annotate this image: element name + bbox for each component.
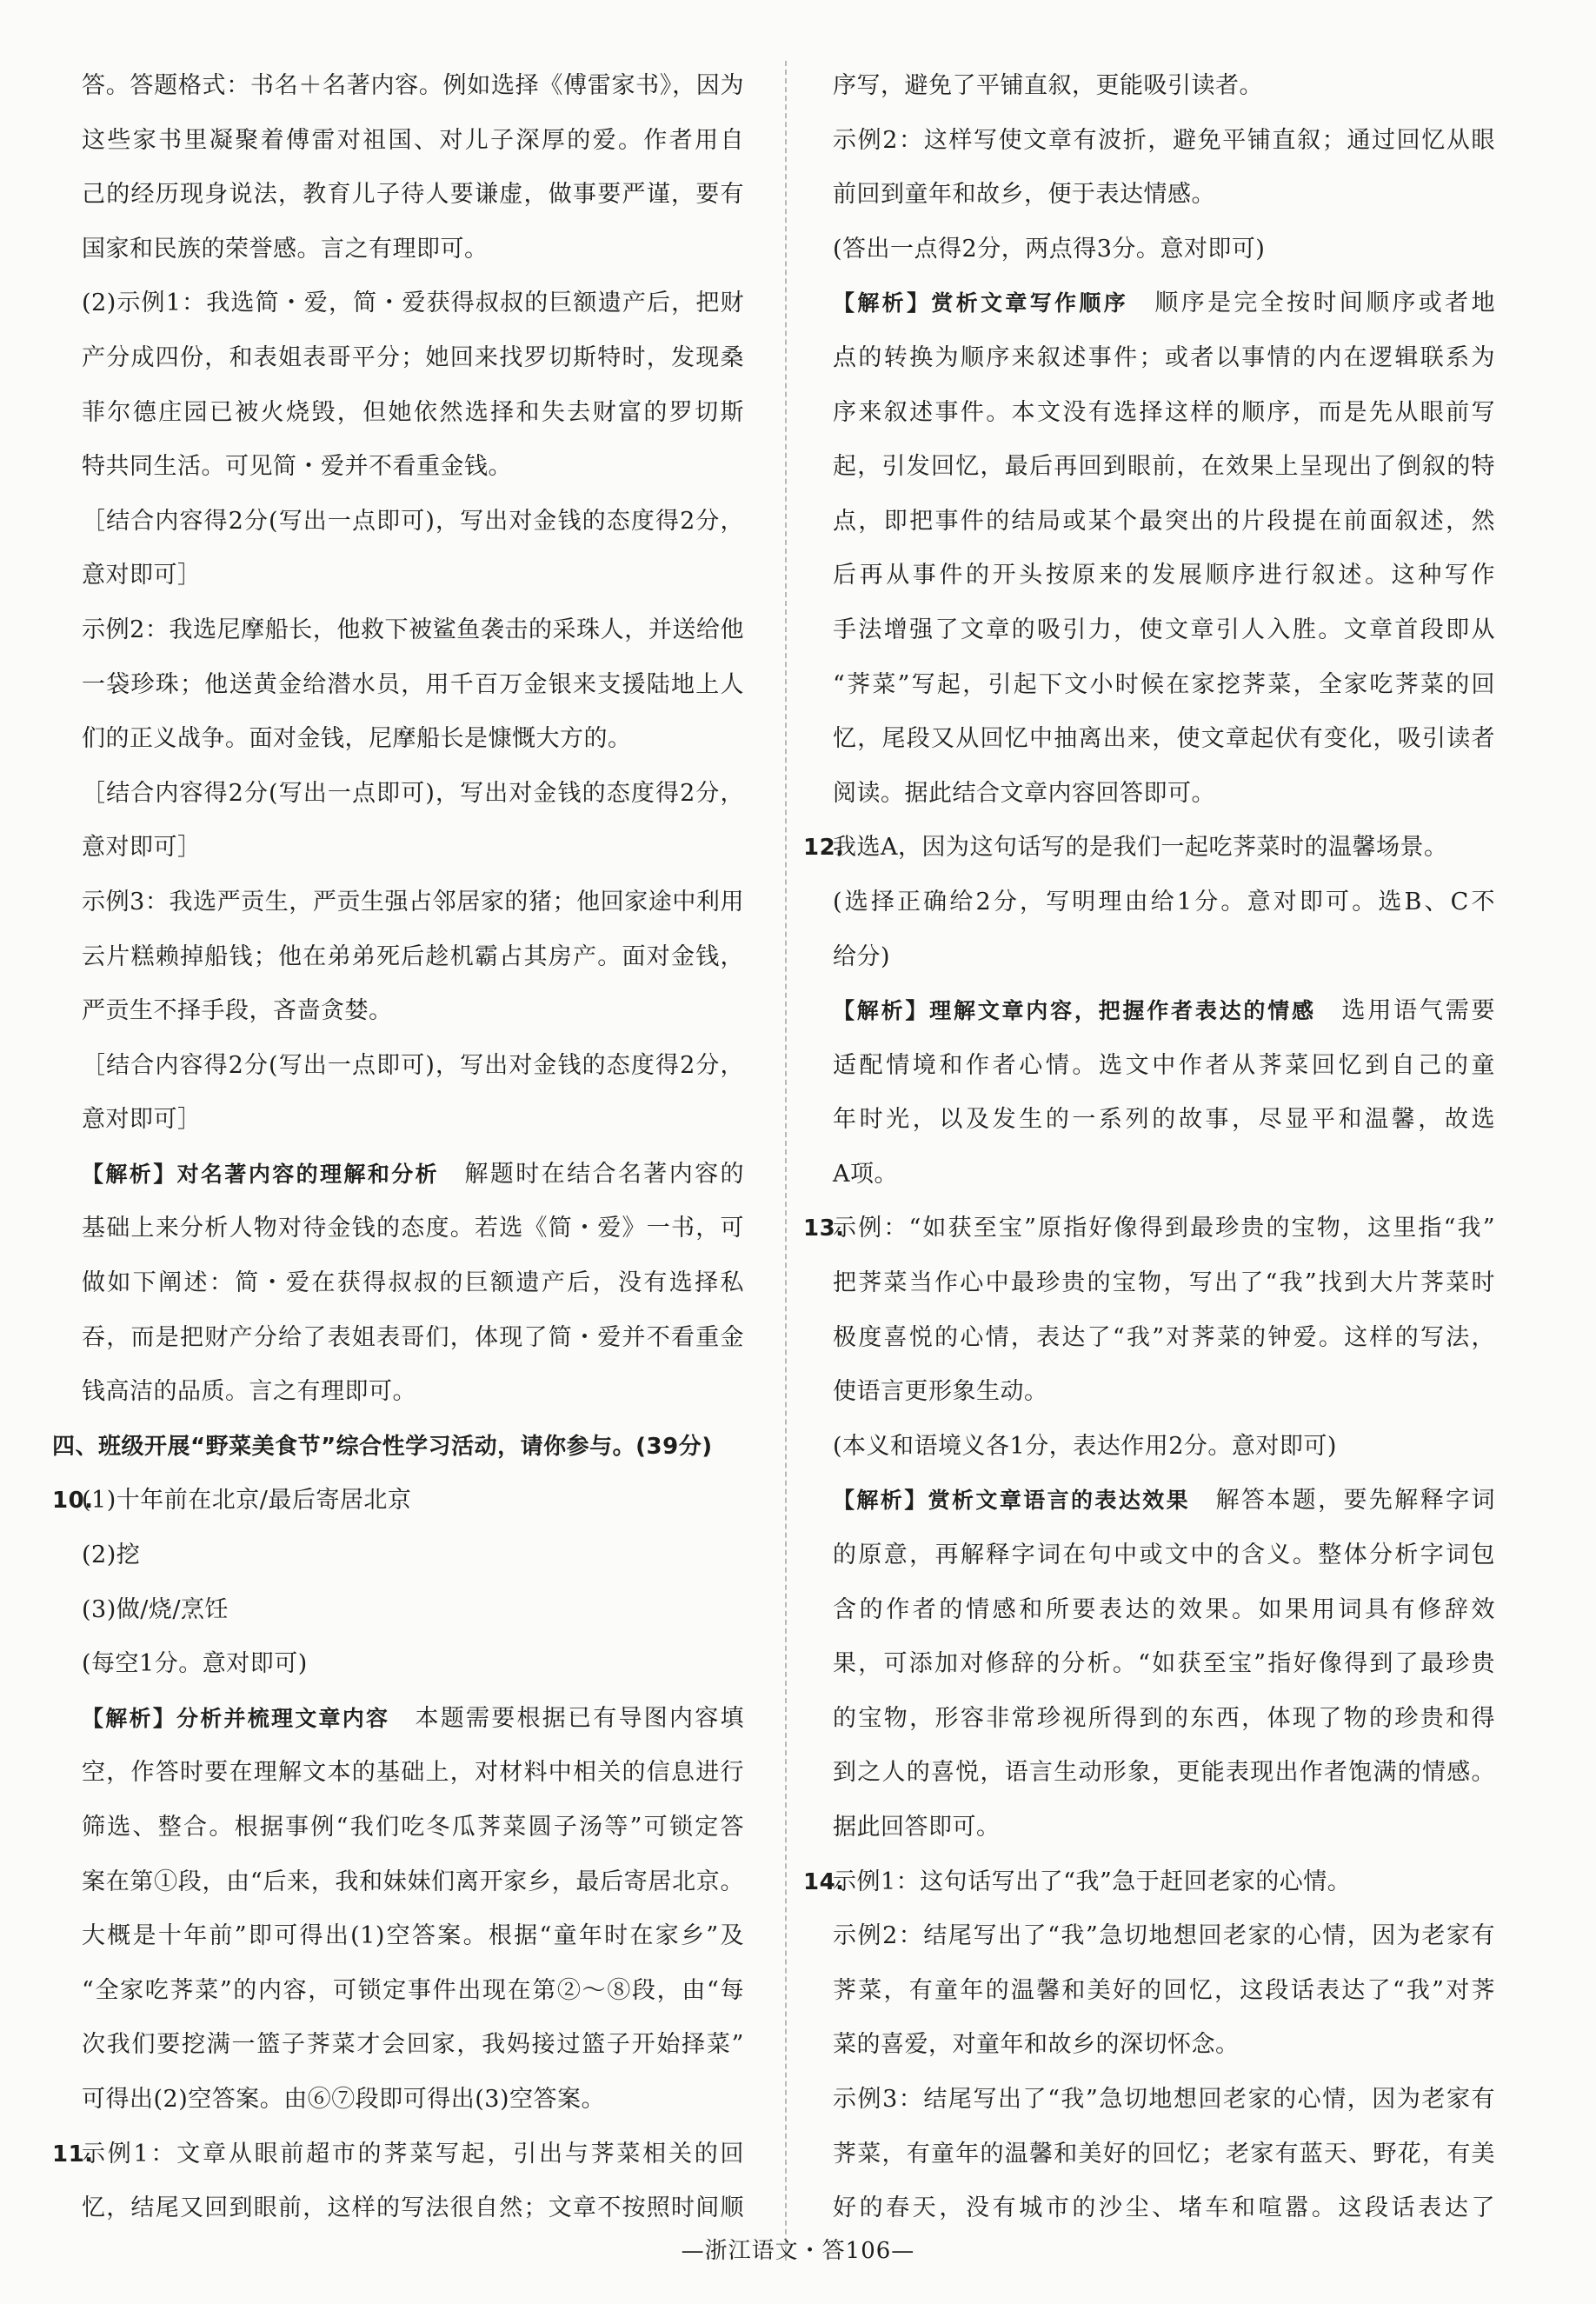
line-text: 做如下阐述：简・爱在获得叔叔的巨额遗产后，没有选择私 [82, 1269, 744, 1297]
text-line [82, 1909, 744, 1964]
line-text: 本题需要根据已有导图内容填 [389, 1704, 744, 1732]
line-text: ［结合内容得2分(写出一点即可)，写出对金钱的态度得2分， [82, 1051, 744, 1079]
line-text: 解答本题，要先解释字词 [1190, 1487, 1495, 1515]
text-line [82, 1311, 744, 1366]
question-number: 11. [52, 2141, 94, 2167]
text-line [833, 331, 1495, 386]
text-line [82, 1093, 744, 1148]
text-line [82, 1964, 744, 2019]
line-text: 选用语气需要 [1315, 997, 1495, 1025]
line-text: 起，引发回忆，最后再回到眼前，在效果上呈现出了倒叙的特 [833, 453, 1495, 481]
text-line [82, 440, 744, 495]
line-text: 忆，结尾又回到眼前，这样的写法很自然；文章不按照时间顺 [82, 2194, 744, 2222]
line-text: (1)十年前在北京/最后寄居北京 [82, 1487, 412, 1515]
line-text: 示例3：结尾写出了“我”急切地想回老家的心情，因为老家有 [833, 2085, 1495, 2113]
line-text: 意对即可］ [82, 834, 202, 862]
text-line [833, 767, 1495, 822]
text-line [833, 1474, 1495, 1528]
text-line [82, 876, 744, 930]
line-text: 空，作答时要在理解文本的基础上，对材料中相关的信息进行 [82, 1759, 744, 1787]
line-text: 们的正义战争。面对金钱，尼摩船长是慷慨大方的。 [82, 725, 632, 753]
line-text: 点，即把事件的结局或某个最突出的片段提在前面叙述，然 [833, 507, 1495, 535]
text-line [82, 767, 744, 822]
text-line [833, 549, 1495, 603]
text-line [833, 603, 1495, 658]
text-line [833, 440, 1495, 495]
analysis-tag: 【解析】赏析文章语言的表达效果 [833, 1488, 1191, 1514]
line-text: 国家和民族的荣誉感。言之有理即可。 [82, 235, 489, 263]
text-line [82, 1855, 744, 1910]
line-text: 手法增强了文章的吸引力，使文章引人入胜。文章首段即从 [833, 616, 1495, 643]
text-line [833, 114, 1495, 169]
line-text: 钱高洁的品质。言之有理即可。 [82, 1378, 416, 1406]
line-text: 的宝物，形容非常珍视所得到的东西，体现了物的珍贵和得 [833, 1704, 1495, 1732]
line-text: 好的春天，没有城市的沙尘、堵车和喧嚣。这段话表达了 [833, 2194, 1495, 2222]
analysis-tag: 【解析】赏析文章写作顺序 [833, 290, 1129, 316]
text-line [82, 1583, 744, 1638]
question-number: 13. [803, 1215, 845, 1242]
line-text: 荠菜，有童年的温馨和美好的回忆；老家有蓝天、野花，有美 [833, 2140, 1495, 2167]
line-text: 示例2：这样写使文章有波折，避免平铺直叙；通过回忆从眼 [833, 126, 1495, 154]
text-line [82, 984, 744, 1039]
line-text: 极度喜悦的心情，表达了“我”对荠菜的钟爱。这样的写法， [833, 1323, 1495, 1351]
line-text: 的原意，再解释字词在句中或文中的含义。整体分析字词包 [833, 1542, 1495, 1569]
text-line [833, 930, 1495, 985]
line-text: (本义和语境义各1分，表达作用2分。意对即可) [833, 1432, 1337, 1460]
line-text: 特共同生活。可见简・爱并不看重金钱。 [82, 453, 512, 481]
text-line [833, 1148, 1495, 1202]
text-line [833, 712, 1495, 767]
text-line [82, 223, 744, 277]
line-text: 菲尔德庄园已被火烧毁，但她依然选择和失去财富的罗切斯 [82, 398, 744, 426]
text-line [82, 603, 744, 658]
text-line [833, 1093, 1495, 1148]
line-text: 示例2：我选尼摩船长，他救下被鲨鱼袭击的采珠人，并送给他 [82, 616, 744, 643]
text-line [82, 59, 744, 114]
text-line [82, 2073, 744, 2128]
text-line [803, 1202, 1495, 1256]
line-text: 年时光，以及发生的一系列的故事，尽显平和温馨，故选 [833, 1106, 1495, 1134]
text-line [82, 930, 744, 985]
line-text: 意对即可］ [82, 1106, 202, 1134]
text-line [82, 2018, 744, 2073]
line-text: 吞，而是把财产分给了表姐表哥们，体现了简・爱并不看重金 [82, 1323, 744, 1351]
line-text: (3)做/烧/烹饪 [82, 1595, 229, 1623]
line-text: 果，可添加对修辞的分析。“如获至宝”指好像得到了最珍贵 [833, 1650, 1495, 1678]
text-line [82, 821, 744, 876]
text-line [82, 658, 744, 713]
text-line [833, 2073, 1495, 2128]
line-text: 可得出(2)空答案。由⑥⑦段即可得出(3)空答案。 [82, 2085, 605, 2113]
line-text: (每空1分。意对即可) [82, 1650, 308, 1678]
line-text: ［结合内容得2分(写出一点即可)，写出对金钱的态度得2分， [82, 507, 744, 535]
line-text: 案在第①段，由“后来，我和妹妹们离开家乡，最后寄居北京。 [82, 1868, 744, 1895]
line-text: 含的作者的情感和所要表达的效果。如果用词具有修辞效 [833, 1595, 1495, 1623]
text-line [82, 276, 744, 331]
section-heading: 四、班级开展“野菜美食节”综合性学习活动，请你参与。(39分) [52, 1433, 713, 1460]
line-text: 示例2：结尾写出了“我”急切地想回老家的心情，因为老家有 [833, 1922, 1495, 1950]
text-line [82, 1365, 744, 1420]
right-column [803, 59, 1495, 2236]
text-line [833, 276, 1495, 331]
line-text: 这些家书里凝聚着傅雷对祖国、对儿子深厚的爱。作者用自 [82, 126, 744, 154]
text-line [52, 2128, 744, 2182]
analysis-tag: 【解析】对名著内容的理解和分析 [82, 1161, 440, 1187]
text-line [803, 1855, 1495, 1910]
line-text: 忆，尾段又从回忆中抽离出来，使文章起伏有变化，吸引读者 [833, 725, 1495, 753]
text-line [82, 1637, 744, 1692]
text-line [833, 495, 1495, 549]
text-line [833, 876, 1495, 930]
line-text: 后再从事件的开头按原来的发展顺序进行叙述。这种写作 [833, 562, 1495, 589]
text-line [82, 1039, 744, 1094]
text-line [833, 1420, 1495, 1475]
line-text: 把荠菜当作心中最珍贵的宝物，写出了“我”找到大片荠菜时 [833, 1269, 1495, 1297]
text-line [833, 1801, 1495, 1855]
line-text: 基础上来分析人物对待金钱的态度。若选《简・爱》一书，可 [82, 1215, 744, 1242]
analysis-tag: 【解析】理解文章内容，把握作者表达的情感 [833, 998, 1316, 1024]
line-text: 次我们要挖满一篮子荠菜才会回家，我妈接过篮子开始择菜” [82, 2031, 744, 2059]
line-text: 给分) [833, 942, 891, 970]
text-line [82, 168, 744, 223]
text-line [82, 386, 744, 441]
text-line [833, 1583, 1495, 1638]
line-text: 云片糕赖掉船钱；他在弟弟死后趁机霸占其房产。面对金钱， [82, 942, 744, 970]
question-number: 14. [803, 1868, 845, 1895]
text-line [52, 1474, 744, 1528]
text-line [833, 59, 1495, 114]
text-line [82, 1692, 744, 1747]
line-text: 解题时在结合名著内容的 [439, 1160, 744, 1188]
line-text: 大概是十年前”即可得出(1)空答案。根据“童年时在家乡”及 [82, 1922, 744, 1950]
text-line [82, 712, 744, 767]
text-line [833, 386, 1495, 441]
text-line [52, 1420, 744, 1475]
text-line [82, 495, 744, 549]
text-line [82, 1148, 744, 1202]
line-text: 使语言更形象生动。 [833, 1378, 1048, 1406]
line-text: 阅读。据此结合文章内容回答即可。 [833, 779, 1215, 807]
line-text: 答。答题格式：书名＋名著内容。例如选择《傅雷家书》，因为 [82, 72, 744, 99]
text-line [833, 658, 1495, 713]
line-text: 适配情境和作者心情。选文中作者从荠菜回忆到自己的童 [833, 1051, 1495, 1079]
text-line [82, 2181, 744, 2236]
line-text: 示例1：文章从眼前超市的荠菜写起，引出与荠菜相关的回 [82, 2140, 744, 2167]
analysis-tag: 【解析】分析并梳理文章内容 [82, 1705, 390, 1731]
text-line [82, 549, 744, 603]
text-line [82, 1256, 744, 1311]
line-text: 意对即可］ [82, 562, 202, 589]
line-text: ［结合内容得2分(写出一点即可)，写出对金钱的态度得2分， [82, 779, 744, 807]
line-text: (选择正确给2分，写明理由给1分。意对即可。选B、C不 [833, 888, 1495, 916]
text-line [833, 1746, 1495, 1801]
line-text: 顺序是完全按时间顺序或者地 [1128, 290, 1495, 317]
line-text: A项。 [833, 1160, 898, 1188]
text-line [833, 223, 1495, 277]
left-column [52, 59, 744, 2236]
line-text: 一袋珍珠；他送黄金给潜水员，用千百万金银来支援陆地上人 [82, 670, 744, 698]
line-text: 己的经历现身说法，教育儿子待人要谦虚，做事要严谨，要有 [82, 181, 744, 209]
line-text: 示例1：这句话写出了“我”急于赶回老家的心情。 [833, 1868, 1352, 1895]
line-text: “全家吃荠菜”的内容，可锁定事件出现在第②～⑧段，由“每 [82, 1976, 744, 2004]
text-line [833, 2181, 1495, 2236]
page-footer: —浙江语文・答106— [681, 2238, 915, 2264]
line-text: 严贡生不择手段，吝啬贪婪。 [82, 997, 393, 1025]
text-line [82, 1746, 744, 1801]
line-text: 点的转换为顺序来叙述事件；或者以事情的内在逻辑联系为 [833, 343, 1495, 371]
line-text: 我选A，因为这句话写的是我们一起吃荠菜时的温馨场景。 [833, 834, 1448, 862]
line-text: 菜的喜爱，对童年和故乡的深切怀念。 [833, 2031, 1240, 2059]
text-line [833, 2018, 1495, 2073]
line-text: (2)挖 [82, 1542, 141, 1569]
text-line [833, 1909, 1495, 1964]
line-text: 序来叙述事件。本文没有选择这样的顺序，而是先从眼前写 [833, 398, 1495, 426]
line-text: 示例：“如获至宝”原指好像得到最珍贵的宝物，这里指“我” [833, 1215, 1495, 1242]
column-divider [785, 61, 787, 2261]
line-text: 前回到童年和故乡，便于表达情感。 [833, 181, 1215, 209]
text-line [82, 114, 744, 169]
text-line [833, 1256, 1495, 1311]
text-line [833, 1528, 1495, 1583]
question-number: 12. [803, 835, 845, 862]
text-line [833, 1365, 1495, 1420]
text-line [82, 1528, 744, 1583]
text-line [833, 2128, 1495, 2182]
text-line [82, 1801, 744, 1855]
line-text: (2)示例1：我选简・爱，简・爱获得叔叔的巨额遗产后，把财 [82, 290, 744, 317]
line-text: 据此回答即可。 [833, 1814, 1001, 1841]
line-text: 产分成四份，和表姐表哥平分；她回来找罗切斯特时，发现桑 [82, 343, 744, 371]
text-line [82, 1202, 744, 1256]
line-text: (答出一点得2分，两点得3分。意对即可) [833, 235, 1266, 263]
text-line [833, 1964, 1495, 2019]
text-line [833, 984, 1495, 1039]
text-line [803, 821, 1495, 876]
line-text: “荠菜”写起，引起下文小时候在家挖荠菜，全家吃荠菜的回 [833, 670, 1495, 698]
line-text: 荠菜，有童年的温馨和美好的回忆，这段话表达了“我”对荠 [833, 1976, 1495, 2004]
text-line [82, 331, 744, 386]
text-line [833, 1637, 1495, 1692]
text-line [833, 168, 1495, 223]
line-text: 到之人的喜悦，语言生动形象，更能表现出作者饱满的情感。 [833, 1759, 1495, 1787]
text-line [833, 1039, 1495, 1094]
question-number: 10. [52, 1488, 94, 1515]
line-text: 序写，避免了平铺直叙，更能吸引读者。 [833, 72, 1263, 99]
text-line [833, 1311, 1495, 1366]
text-line [833, 1692, 1495, 1747]
line-text: 筛选、整合。根据事例“我们吃冬瓜荠菜圆子汤等”可锁定答 [82, 1814, 744, 1841]
line-text: 示例3：我选严贡生，严贡生强占邻居家的猪；他回家途中利用 [82, 888, 744, 916]
